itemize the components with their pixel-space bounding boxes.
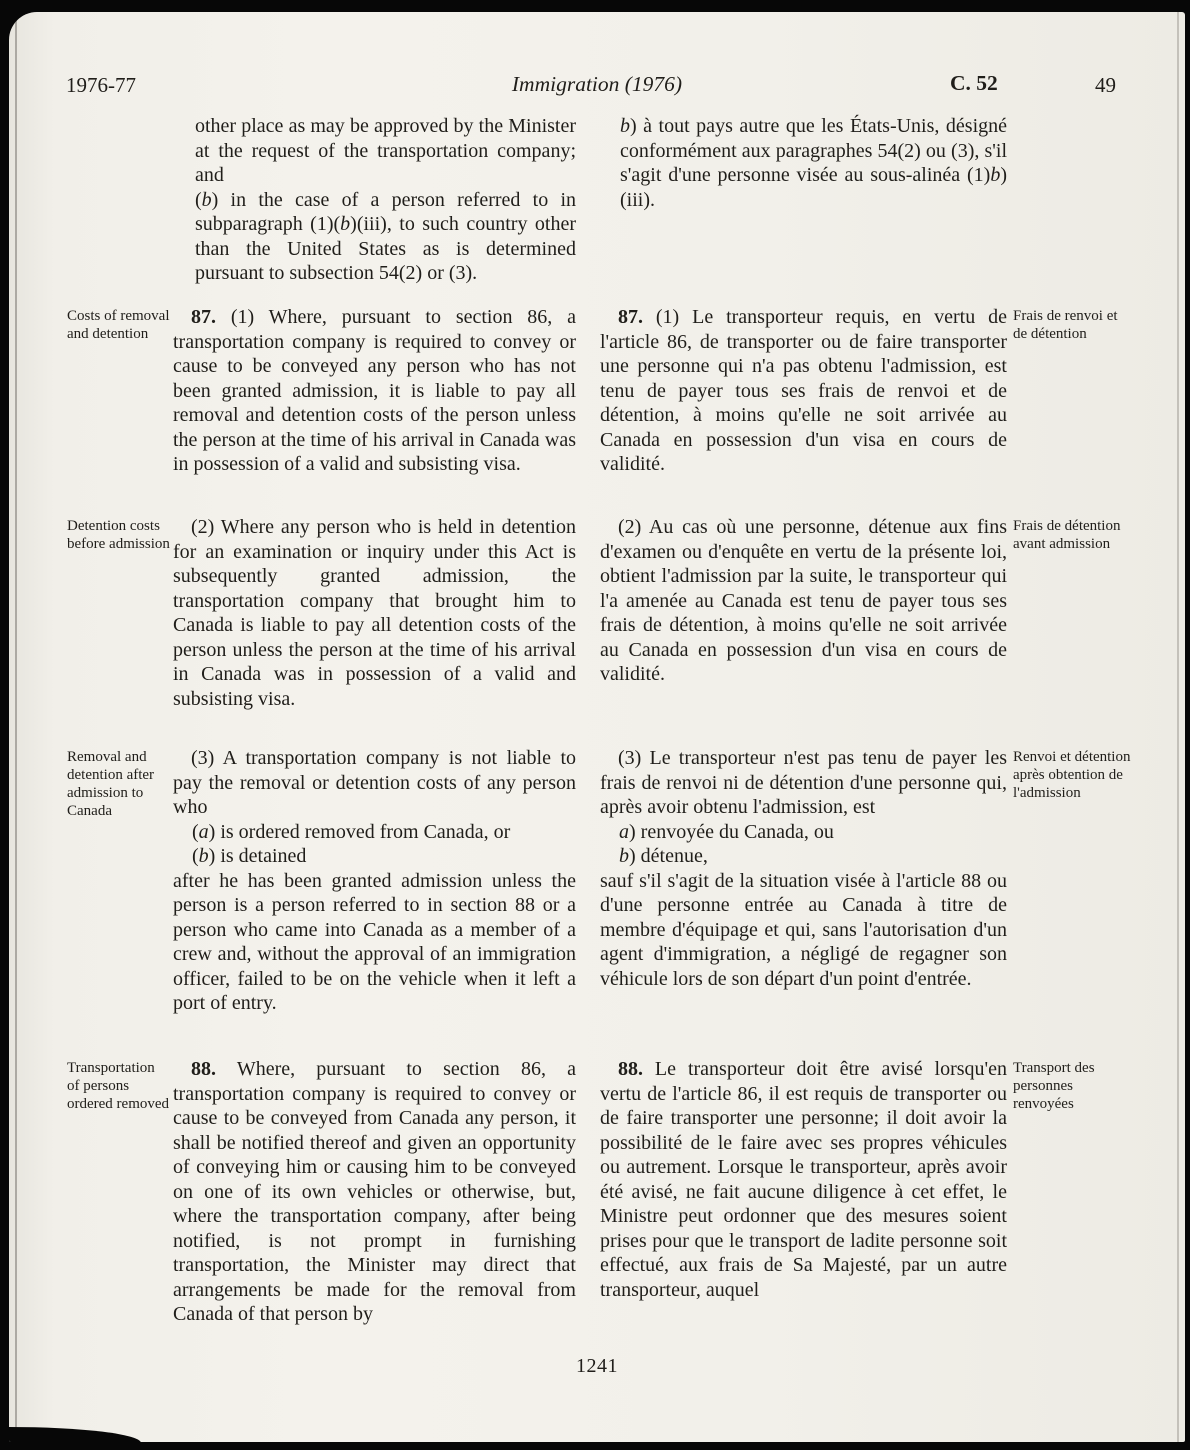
margin-note-french: Frais de renvoi et de détention (1013, 308, 1118, 342)
margin-note-english: Transportation of persons ordered removed (67, 1060, 170, 1112)
french-column (600, 515, 1007, 687)
english-paragraph: after he has been granted admission unless the person is a person referred to in section 88 or a person who came into Canada as a member of a crew and, without the approval of an immigration officer, failed to be on the vehicle when it left a port of entry. (173, 869, 576, 1014)
margin-note-french: Frais de détention avant admission (1013, 518, 1121, 552)
english-column (173, 515, 576, 711)
page-right-edge-line (1177, 12, 1179, 1442)
margin-note-french: Transport des personnes renvoyées (1013, 1060, 1095, 1112)
header-session-years: 1976-77 (66, 73, 136, 97)
french-list-item: b) détenue, (619, 845, 708, 867)
french-list-item: a) renvoyée du Canada, ou (619, 820, 834, 843)
french-paragraph: 88. Le transporteur doit être avisé lorsqu'en vertu de l'article 86, il est requis de transporter ou de faire transporter une personne; il doit avoir la possibilité de le faire avec ses propres véhicules ou autrement. Lorsque le transporteur, après avoir été avisé, ne fait aucune diligence à cet effet, le Ministre peut ordonner que des mesures soient prises pour que le transport de ladite personne soit effectué, aux frais de Sa Majesté, par un autre transporteur, auquel (600, 1058, 1007, 1301)
margin-note-english: Removal and detention after admission to Canada (67, 749, 155, 819)
english-paragraph: (2) Where any person who is held in detention for an examination or inquiry under this Act is subsequently granted admission, the transportation company that brought him to Canada is liable to pay all detention costs of the person unless the person at the time of his arrival in Canada was in possession of a valid and subsisting visa. (173, 516, 576, 710)
english-paragraph: 87. (1) Where, pursuant to section 86, a transportation company is required to convey or cause to be conveyed any person who has not been granted admission, it is liable to pay all removal and detention costs of the person unless the person at the time of his arrival in Canada was in possession of a valid and subsisting visa. (173, 306, 576, 475)
french-column (600, 746, 1007, 991)
english-paragraph: 88. Where, pursuant to section 86, a transportation company is required to convey or cause to be conveyed from Canada any person, it shall be notified thereof and given an opportunity of conveying him or causing him to be conveyed on one of its own vehicles or otherwise, but, where the transportation company, after being notified, is not prompt in furnishing transportation, the Minister may direct that arrangements be made for the removal from Canada of that person by (173, 1058, 576, 1325)
header-act-title: Immigration (1976) (511, 72, 683, 96)
english-list-item: (a) is ordered removed from Canada, or (192, 820, 511, 843)
english-list-item: (b) is detained (192, 845, 307, 867)
french-paragraph: (2) Au cas où une personne, détenue aux fins d'examen ou d'enquête en vertu de la présente loi, obtient l'admission par la suite, le transporteur qui l'a amenée au Canada est tenu de payer tous ses frais de détention, à moins qu'elle ne soit arrivée au Canada en possession d'un visa en cours de validité. (600, 516, 1007, 685)
margin-note-english: Detention costs before admission (67, 518, 170, 552)
header-page-number: 49 (1095, 73, 1116, 97)
margin-note-english: Costs of removal and detention (67, 308, 170, 342)
page-corner-curl (9, 1427, 141, 1442)
english-paragraph: (b) in the case of a person referred to in subparagraph (1)(b)(iii), to such country other than the United States as is determined pursuant to subsection 54(2) or (3). (195, 188, 577, 284)
french-paragraph: (3) Le transporteur n'est pas tenu de payer les frais de renvoi ni de détention d'une personne qui, après avoir obtenu l'admission, est (600, 747, 1007, 818)
english-paragraph: (3) A transportation company is not liable to pay the removal or detention costs of any person who (173, 747, 576, 818)
page (9, 12, 1185, 1442)
english-column (173, 1057, 576, 1327)
french-paragraph: sauf s'il s'agit de la situation visée à l'article 88 ou d'une personne entrée au Canada à titre de membre d'équipage et qui, sans l'autorisation d'un agent d'immigration, a négligé de regagner son véhicule lors de son départ d'un point d'entrée. (600, 869, 1007, 990)
page-left-edge-line (15, 12, 17, 1442)
footer-page-number: 1241 (576, 1355, 618, 1377)
english-column (173, 114, 576, 286)
french-column (600, 305, 1007, 477)
french-paragraph: b) à tout pays autre que les États-Unis, désigné conformément aux paragraphes 54(2) ou (3), s'il s'agit d'une personne visée au sous-alinéa (1)b)(iii). (620, 115, 1007, 211)
english-paragraph: other place as may be approved by the Minister at the request of the transportation company; and (195, 115, 576, 186)
french-column (600, 1057, 1007, 1302)
header-chapter-number: C. 52 (950, 71, 998, 95)
margin-note-french: Renvoi et détention après obtention de l'admission (1013, 749, 1131, 801)
english-column (173, 746, 576, 1016)
french-paragraph: 87. (1) Le transporteur requis, en vertu de l'article 86, de transporter ou de faire transporter une personne qui n'a pas obtenu l'admission, est tenu de payer tous ses frais de renvoi et de détention, à moins qu'elle ne soit arrivée au Canada en possession d'un visa en cours de validité. (600, 306, 1007, 475)
french-column (600, 114, 1007, 212)
english-column (173, 305, 576, 477)
